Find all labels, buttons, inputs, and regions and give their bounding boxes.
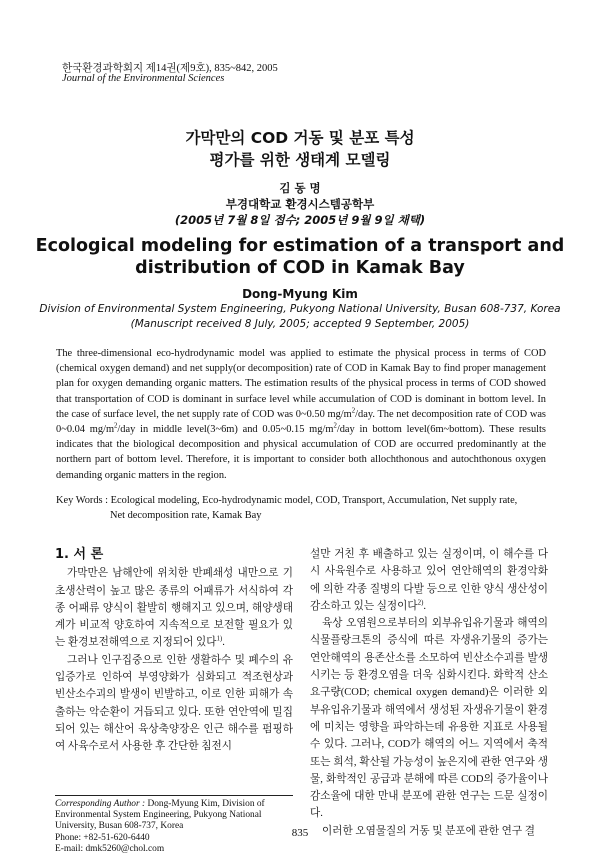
- english-dates: (Manuscript received 8 July, 2005; accepted 9 September, 2005): [130, 318, 470, 330]
- keywords-line2: Net decomposition rate, Kamak Bay: [110, 510, 262, 522]
- korean-affiliation: 부경대학교 환경시스템공학부: [225, 197, 375, 211]
- footnote-phone: Phone: +82-51-620-6440: [55, 832, 150, 843]
- keywords-label: Key Words :: [56, 495, 111, 506]
- abstract-sup-2: 2: [114, 422, 118, 430]
- abstract: [56, 346, 546, 483]
- right-paragraph-3: 이러한 오염물질의 거동 및 분포에 관한 연구 결: [322, 825, 535, 837]
- keywords: [56, 493, 546, 523]
- right-paragraph-1-end: .: [423, 600, 427, 612]
- footnote-email: E-mail: dmk5260@chol.com: [55, 843, 165, 854]
- intro-paragraph-1-end: .: [222, 637, 225, 649]
- journal-citation: 한국환경과학회지 제14권(제9호), 835~842, 2005: [62, 63, 278, 74]
- abstract-text-2: /day. The net decomposition rate of COD was 0~0.04 mg/m: [56, 408, 546, 436]
- abstract-text-4: /day in bottom level(6m~bottom). These results indicates that the biological decomposition and physical accumulation of COD are occurred predominantly at the northern part of bottom level. Therefore, it is important to consider both allochthonous and autochthonous oxygen demanding organic matters in the region.: [56, 424, 546, 481]
- korean-author: 김 동 명: [279, 181, 321, 195]
- korean-dates: (2005년 7월 8일 접수; 2005년 9월 9일 채택): [174, 213, 426, 227]
- intro-ref-1: 1): [216, 635, 223, 643]
- intro-paragraph-1: [55, 565, 293, 651]
- journal-name: Journal of the Environmental Sciences: [62, 73, 225, 84]
- right-ref-2: 2): [417, 599, 424, 607]
- korean-title-line2: 평가를 위한 생태계 모델링: [209, 151, 391, 169]
- right-paragraph-1: [310, 546, 548, 615]
- footnote-divider: [55, 795, 293, 796]
- footnote-role: Corresponding Author :: [55, 799, 148, 809]
- english-affiliation: Division of Environmental System Engineering, Pukyong National University, Busan 608-737, Korea: [39, 303, 561, 315]
- page-number: 835: [291, 827, 309, 839]
- abstract-sup-3: 2: [333, 422, 337, 430]
- abstract-text-1: The three-dimensional eco-hydrodynamic model was applied to estimate the physical process in terms of COD (chemical oxygen demand) and net supply(or decomposition) rate of COD in Kamak Bay to find proper management plan for oxygen demanding organic matters. The estimation results of the physical process in terms of COD showed that transportation of COD is dominant in surface level while accumulation of COD is dominant in bottom level. In the case of surface level, the net supply rate of COD was 0~0.50 mg/m: [56, 348, 546, 420]
- korean-title-line1: 가막만의 COD 거동 및 분포 특성: [185, 129, 415, 147]
- section-heading-introduction: 1. 서 론: [55, 547, 104, 562]
- abstract-text-3: /day in middle level(3~6m) and 0.05~0.15 mg/m: [117, 424, 334, 436]
- intro-paragraph-2: 그러나 인구집중으로 인한 생활하수 및 폐수의 유입증가로 인하여 부영양화가 심화되고 적조현상과 빈산소수괴의 발생이 빈발하고, 이로 인한 피해가 속출하는 악순환이 거듭되고 있다. 또한 연안역에 밀집되어 있는 해산어 육상축양장은 인근 해수를 펌핑하여 사육수로서 사용한 후 간단한 침전시: [55, 654, 293, 753]
- english-author: Dong-Myung Kim: [242, 287, 358, 301]
- english-title-line1: Ecological modeling for estimation of a transport and: [35, 236, 565, 256]
- right-column: [310, 546, 548, 840]
- right-paragraph-2: 육상 오염원으로부터의 외부유입유기물과 해역의 식물플랑크톤의 증식에 따른 자생유기물의 증가는 연안해역의 용존산소를 소모하여 빈산소수괴를 발생시키는 등 환경오염을 더욱 심화시킨다. 화학적 산소요구량(COD; chemical oxygen demand)은 이러한 외부유입유기물과 해역에서 생성된 자생유기물이 환경에 미치는 영향을 파악하는데 유용한 지표로 사용될 수 있다. 그러나, COD가 해역의 어느 지역에서 축적 또는 희석, 확산될 가능성이 높은지에 관한 연구와 생물, 화학적인 공급과 분해에 따른 COD의 증가율이나 감소율에 대한 만내 분포에 관한 연구는 드문 실정이다.: [310, 618, 548, 820]
- footnote-author-text: Dong-Myung Kim, Division of Environmental System Engineering, Pukyong National University, Busan 608-737, Korea: [55, 799, 265, 832]
- intro-paragraph-1-text: 가막만은 남해안에 위치한 반폐쇄성 내만으로 기초생산력이 높고 많은 종류의 어패류가 서식하여 각종 어패류 양식이 활발히 행해지고 있으며, 해양생태계가 비교적 양호하여 지속적으로 보전할 필요가 있는 환경보전해역으로 지정되어 있다: [55, 568, 293, 649]
- keywords-line1: Ecological modeling, Eco-hydrodynamic model, COD, Transport, Accumulation, Net supply rate,: [110, 495, 518, 506]
- english-title-line2: distribution of COD in Kamak Bay: [135, 258, 465, 278]
- right-paragraph-1-text: 설만 거친 후 배출하고 있는 실정이며, 이 해수를 다시 사육원수로 사용하고 있어 연안해역의 환경악화에 의한 각종 질병의 다발 등으로 인한 양식 생산성이 감소하고 있는 실정이다: [310, 549, 548, 612]
- left-column: [55, 546, 293, 756]
- abstract-sup-1: 2: [351, 407, 356, 415]
